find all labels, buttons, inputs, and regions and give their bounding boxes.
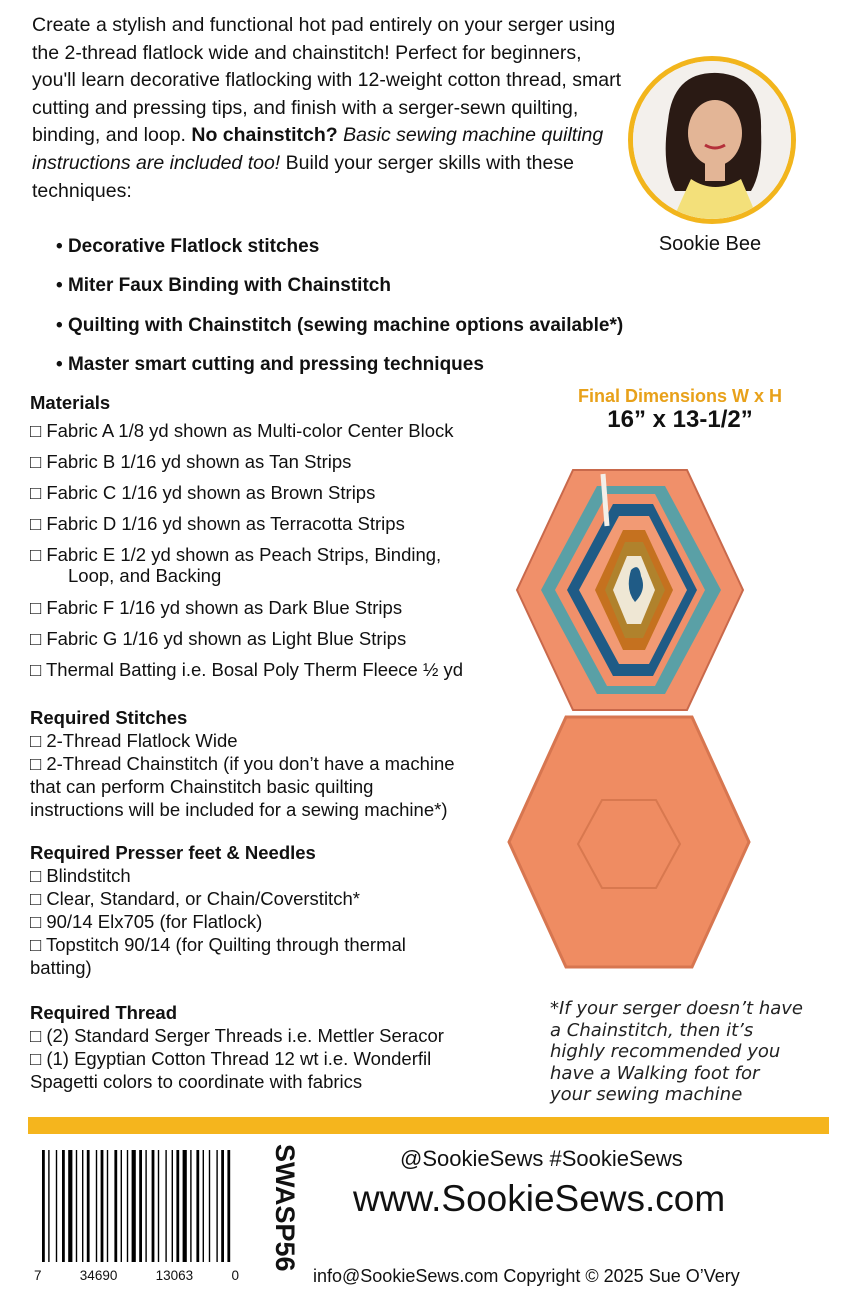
barcode-bar <box>145 1150 146 1262</box>
list-item: □ 2-Thread Flatlock Wide <box>30 730 238 751</box>
barcode-bar <box>227 1150 230 1262</box>
author-portrait <box>628 56 796 224</box>
final-dimensions-value: 16” x 13-1/2” <box>607 406 753 433</box>
list-item: that can perform Chainstitch basic quilting <box>30 776 374 797</box>
barcode-bar <box>190 1150 191 1262</box>
list-item: □ (1) Egyptian Cotton Thread 12 wt i.e. Wonderfil <box>30 1048 432 1069</box>
barcode-bar <box>165 1150 166 1262</box>
thread-title: Required Thread <box>30 1002 177 1023</box>
list-item: Spagetti colors to coordinate with fabrics <box>30 1071 363 1092</box>
list-item: □ Clear, Standard, or Chain/Coverstitch* <box>30 888 360 909</box>
barcode-bar <box>209 1150 210 1262</box>
barcode-digit: 7 <box>34 1268 42 1283</box>
barcode-bar <box>62 1150 65 1262</box>
barcode-bar <box>216 1150 217 1262</box>
intro-bold: No chainstitch? <box>191 124 338 147</box>
list-item: • Decorative Flatlock stitches <box>56 232 623 271</box>
author-name: Sookie Bee <box>658 233 762 255</box>
footer-contact: info@SookieSews.com Copyright © 2025 Sue O’Very <box>313 1266 740 1286</box>
barcode-number <box>34 1268 239 1283</box>
presser-section <box>30 842 406 979</box>
barcode-bar <box>68 1150 72 1262</box>
barcode-bar <box>152 1150 155 1262</box>
technique-list <box>56 232 623 389</box>
thread-section <box>30 1002 444 1093</box>
barcode-bar <box>107 1150 108 1262</box>
sku-label <box>268 1140 308 1290</box>
note-line: have a Walking foot for <box>550 1062 760 1084</box>
list-item: □ Fabric A 1/8 yd shown as Multi-color Center Block <box>30 420 454 441</box>
barcode-bar <box>221 1150 224 1262</box>
list-item: • Master smart cutting and pressing techniques <box>56 350 623 389</box>
barcode-bar <box>76 1150 77 1262</box>
list-item: Loop, and Backing <box>68 565 222 586</box>
barcode-digit: 0 <box>231 1268 239 1283</box>
stitches-section <box>30 707 455 821</box>
presser-title: Required Presser feet & Needles <box>30 842 316 863</box>
list-item: instructions will be included for a sewing machine*) <box>30 799 448 820</box>
social-handles: @SookieSews #SookieSews <box>400 1146 683 1171</box>
intro-text-2: Build your serger skills with these techniques: <box>32 151 574 202</box>
list-item: □ Blindstitch <box>30 865 131 886</box>
hot-pad-back-image <box>506 714 752 970</box>
list-item: • Quilting with Chainstitch (sewing machine options available*) <box>56 311 623 350</box>
barcode-bar <box>127 1150 128 1262</box>
barcode-bar <box>56 1150 57 1262</box>
barcode-bar <box>183 1150 187 1262</box>
intro-italic: Basic sewing machine quilting instructions are included too! <box>32 124 604 174</box>
final-dimensions-label: Final Dimensions W x H <box>577 386 783 406</box>
materials-section <box>30 392 463 685</box>
intro-text: Create a stylish and functional hot pad entirely on your serger using the 2-thread flatlock wide and chainstitch! Perfect for beginners, you'll learn decorative flatlocking with 12-weight cotton thread, smart cutting and pressing tips, and finish with a serger-sewn quilting, binding, and loop. <box>32 14 622 147</box>
barcode <box>34 1150 239 1280</box>
barcode-bar <box>82 1150 83 1262</box>
walking-foot-note <box>550 998 840 1106</box>
barcode-bar <box>48 1150 49 1262</box>
barcode-bar <box>196 1150 199 1262</box>
sku-text: SWASP56 <box>270 1144 300 1272</box>
list-item: □ Fabric F 1/16 yd shown as Dark Blue Strips <box>30 597 403 618</box>
list-item: batting) <box>30 957 92 978</box>
list-item: □ Fabric D 1/16 yd shown as Terracotta Strips <box>30 513 405 534</box>
accent-bar <box>28 1117 829 1134</box>
list-item: □ Fabric B 1/16 yd shown as Tan Strips <box>30 451 352 472</box>
note-line: *If your serger doesn’t have <box>550 998 804 1019</box>
barcode-bar <box>172 1150 173 1262</box>
list-item: □ Fabric E 1/2 yd shown as Peach Strips, Binding, <box>30 544 442 565</box>
barcode-digit: 34690 <box>79 1268 118 1283</box>
list-item: □ 90/14 Elx705 (for Flatlock) <box>30 911 263 932</box>
note-line: your sewing machine <box>550 1084 743 1105</box>
list-item: □ 2-Thread Chainstitch (if you don’t have a machine <box>30 753 455 774</box>
barcode-digit: 13063 <box>155 1268 194 1283</box>
list-item: □ Topstitch 90/14 (for Quilting through thermal <box>30 934 406 955</box>
avatar <box>633 61 791 219</box>
stitches-title: Required Stitches <box>30 707 188 728</box>
website-link[interactable]: www.SookieSews.com <box>353 1178 726 1219</box>
barcode-bar <box>42 1150 45 1262</box>
barcode-bar <box>101 1150 104 1262</box>
note-line: a Chainstitch, then it’s <box>550 1019 754 1041</box>
intro-paragraph <box>32 12 622 205</box>
barcode-bar <box>87 1150 90 1262</box>
note-line: highly recommended you <box>550 1041 781 1062</box>
barcode-bar <box>121 1150 122 1262</box>
barcode-bar <box>203 1150 204 1262</box>
barcode-bar <box>114 1150 117 1262</box>
list-item: □ Thermal Batting i.e. Bosal Poly Therm Fleece ½ yd <box>30 659 464 680</box>
barcode-bar <box>176 1150 179 1262</box>
list-item: □ Fabric G 1/16 yd shown as Light Blue Strips <box>30 628 407 649</box>
barcode-bar <box>139 1150 142 1262</box>
hot-pad-front-image <box>515 466 745 714</box>
list-item: □ (2) Standard Serger Threads i.e. Mettler Seracor <box>30 1025 444 1046</box>
list-item: □ Fabric C 1/16 yd shown as Brown Strips <box>30 482 376 503</box>
list-item: • Miter Faux Binding with Chainstitch <box>56 271 623 310</box>
barcode-bar <box>158 1150 159 1262</box>
barcode-bar <box>132 1150 136 1262</box>
materials-title: Materials <box>30 392 111 413</box>
barcode-bar <box>96 1150 97 1262</box>
